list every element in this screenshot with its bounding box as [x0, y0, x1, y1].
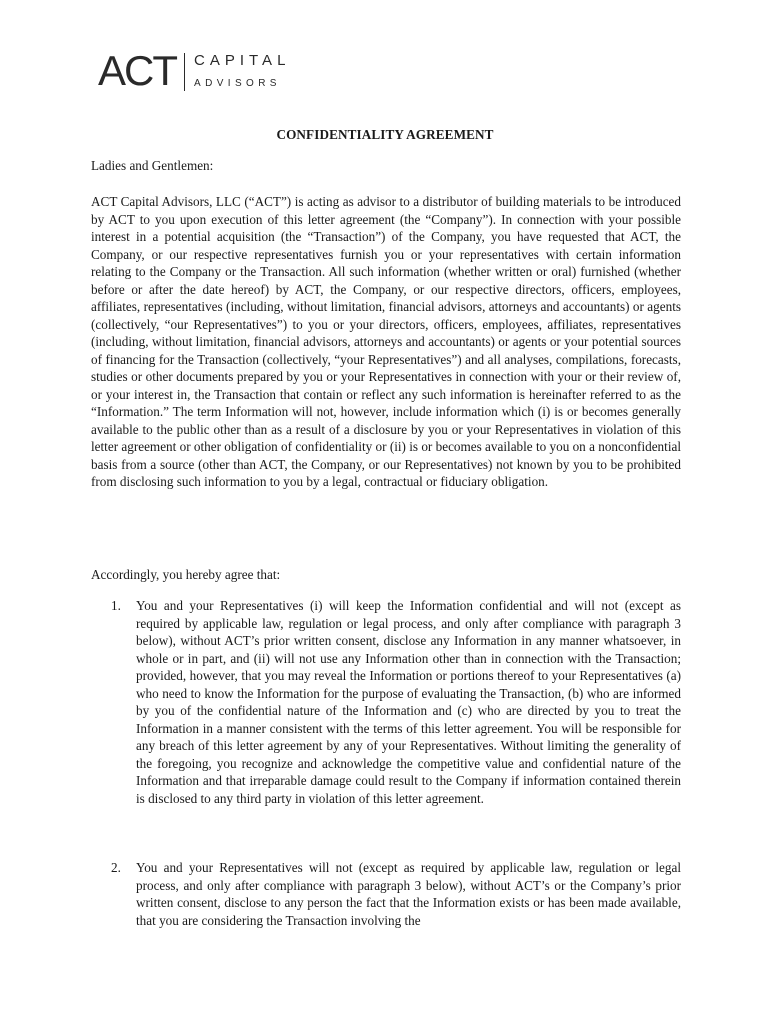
- intro-paragraph: ACT Capital Advisors, LLC (“ACT”) is acting as advisor to a distributor of building materials to be introduced by ACT to you upon execution of this letter agreement (the “Company”). In connection with your possible interest in a potential acquisition (the “Transaction”) of the Company, you have requested that ACT, the Company, or our respective representatives furnish you or your representatives with certain information relating to the Company or the Transaction. All such information (whether written or oral) furnished (whether before or after the date hereof) by ACT, the Company, or our respective directors, officers, employees, affiliates, representatives (including, without limitation, financial advisors, attorneys and accountants) or agents (collectively, “our Representatives”) to you or your directors, officers, employees, affiliates, representatives (including, without limitation, financial advisors, attorneys and accountants) or agents or your potential sources of financing for the Transaction (collectively, “your Representatives”) and all analyses, compilations, forecasts, studies or other documents prepared by you or your Representatives in connection with your or their review of, or your interest in, the Transaction that contain or reflect any such information is hereinafter referred to as the “Information.” The term Information will not, however, include information which (i) is or becomes generally available to the public other than as a result of a disclosure by you or your Representatives in violation of this letter agreement or other obligation of confidentiality or (ii) is or becomes available to you on a nonconfidential basis from a source (other than ACT, the Company, or our Representatives) not known by you to be prohibited from disclosing such information to you by a legal, contractual or fiduciary obligation.: [91, 194, 681, 489]
- document-title: CONFIDENTIALITY AGREEMENT: [276, 127, 494, 142]
- logo-capital-text: CAPITAL: [194, 52, 291, 69]
- list-item-text: You and your Representatives will not (except as required by applicable law, regulation or legal process, and only after compliance with paragraph 3 below), without ACT’s or the Company’s prior written consent, disclose to any person the fact that the Information exists or has been made available, that you are considering the Transaction involving the: [136, 860, 681, 928]
- logo-advisors-text: ADVISORS: [194, 78, 281, 89]
- logo-act-text: ACT: [98, 47, 176, 94]
- list-item-text: You and your Representatives (i) will keep the Information confidential and will not (except as required by applicable law, regulation or legal process, and only after compliance with paragraph 3 below), without ACT’s prior written consent, disclose any Information in any manner whatsoever, in whole or in part, and (ii) will not use any Information other than in connection with the Transaction; provided, however, that you may reveal the Information or portions thereof to your Representatives (a) who need to know the Information for the purpose of evaluating the Transaction, (b) who are informed by you of the confidential nature of the Information and (c) who are directed by you to treat the Information in a manner consistent with the terms of this letter agreement. You will be responsible for any breach of this letter agreement by any of your Representatives. Without limiting the generality of the foregoing, you recognize and acknowledge the competitive value and confidential nature of the Information and that irreparable damage could result to the Company if information contained therein is disclosed to any third party in violation of this letter agreement.: [136, 598, 681, 806]
- salutation: Ladies and Gentlemen:: [91, 158, 214, 173]
- act-capital-advisors-logo: [98, 47, 291, 96]
- list-item-number: 2.: [111, 860, 121, 875]
- logo-words: [194, 50, 290, 90]
- logo-divider: [184, 53, 185, 91]
- list-item-number: 1.: [111, 598, 121, 613]
- accordingly-paragraph: Accordingly, you hereby agree that:: [91, 567, 281, 582]
